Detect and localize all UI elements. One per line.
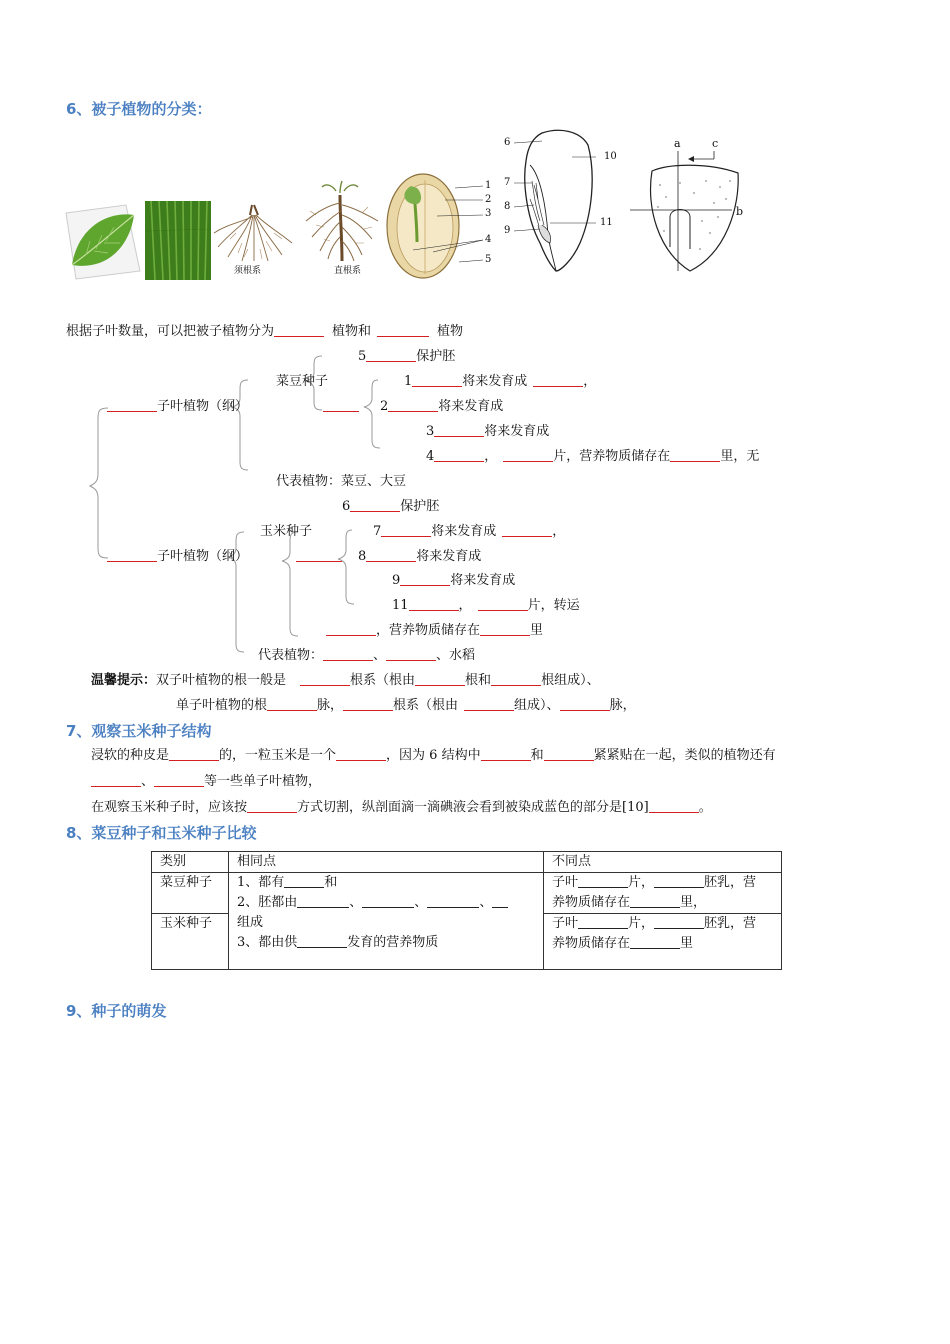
text: 根系（根由: [350, 673, 416, 688]
blank[interactable]: [409, 597, 459, 611]
blank[interactable]: [323, 398, 359, 412]
num: 5: [358, 349, 367, 364]
blank[interactable]: [323, 647, 373, 661]
blank[interactable]: [247, 799, 297, 813]
text: 的，一粒玉米是一个: [219, 748, 337, 763]
same-1: [237, 873, 535, 893]
text: 将来发育成: [450, 573, 516, 588]
blank[interactable]: [544, 747, 594, 761]
blank[interactable]: [267, 697, 317, 711]
corn-cut-label-c: c: [712, 137, 719, 150]
fibrous-root-label: 须根系: [234, 266, 262, 276]
dicot-line-1: [404, 373, 596, 391]
text: ，因为 6 结构中: [386, 748, 481, 763]
corn-embryo-blank: [296, 548, 342, 566]
text: 、水稻: [436, 648, 476, 663]
text: 2、胚都由: [237, 895, 298, 910]
bean-seed-label: 菜豆种子: [276, 374, 329, 389]
dicot-line-5: [358, 348, 455, 366]
intro-text-2: 植物和: [332, 324, 372, 339]
blank[interactable]: [297, 894, 349, 908]
num: 1: [404, 374, 413, 389]
num: 2: [380, 399, 389, 414]
blank[interactable]: [464, 697, 514, 711]
s7-line-1: [91, 747, 776, 765]
blank[interactable]: [366, 348, 416, 362]
blank[interactable]: [578, 915, 628, 929]
blank[interactable]: [502, 523, 552, 537]
tip-label: 温馨提示：: [91, 673, 157, 688]
blank[interactable]: [107, 548, 157, 562]
blank[interactable]: [388, 398, 438, 412]
blank[interactable]: [649, 799, 699, 813]
intro-text-3: 植物: [437, 324, 464, 339]
blank[interactable]: [630, 894, 680, 908]
text: 将来发育成: [438, 399, 504, 414]
bean-label-5: 5: [485, 254, 492, 265]
blank[interactable]: [670, 448, 720, 462]
monocot-representative: [258, 647, 475, 665]
dicot-line-4: [426, 448, 759, 466]
monocot-class: [107, 548, 248, 566]
row-corn: 玉米种子: [152, 914, 229, 970]
section-7-heading: 7、观察玉米种子结构: [66, 722, 212, 740]
text: 、: [141, 774, 155, 789]
text: ，: [484, 449, 498, 464]
blank[interactable]: [107, 398, 157, 412]
tip-line-2: [176, 697, 636, 715]
row-bean: 菜豆种子: [152, 873, 229, 914]
diff-corn: [544, 914, 782, 970]
header-diff: 不同点: [544, 852, 782, 873]
text: 里，: [680, 895, 707, 910]
bean-label-2: 2: [485, 194, 492, 205]
num: 11: [392, 598, 409, 613]
bean-embryo-blank: [323, 398, 359, 416]
text: 子叶: [552, 875, 579, 890]
corn-label-11: 11: [600, 217, 613, 228]
monocot-endosperm: [326, 622, 543, 640]
blank[interactable]: [343, 697, 393, 711]
num: 9: [392, 573, 401, 588]
text: 、: [479, 895, 493, 910]
corn-label-8: 8: [504, 201, 511, 212]
text: 将来发育成: [462, 374, 528, 389]
text: ，: [552, 524, 566, 539]
blank[interactable]: [296, 548, 342, 562]
text: 养物质储存在: [552, 936, 631, 951]
blank[interactable]: [654, 874, 704, 888]
blank[interactable]: [326, 622, 376, 636]
blank[interactable]: [480, 622, 530, 636]
corn-label-10: 10: [604, 151, 617, 162]
text: 片，转运: [527, 598, 580, 613]
dicot-class: [107, 398, 248, 416]
blank[interactable]: [491, 672, 541, 686]
same-points: [229, 873, 544, 970]
monocot-class-label: 子叶植物（纲）: [157, 549, 249, 564]
text: 和: [324, 875, 338, 890]
text: 、: [414, 895, 428, 910]
same-2-end: 组成: [237, 915, 264, 930]
blank[interactable]: [654, 915, 704, 929]
text: 子叶: [552, 916, 579, 931]
text: 。: [698, 800, 712, 815]
text: 片，: [628, 875, 655, 890]
text: 发育的营养物质: [347, 935, 439, 950]
same-2: [237, 893, 535, 913]
corn-label-6: 6: [504, 137, 511, 148]
blank[interactable]: [434, 448, 484, 462]
dicot-line-2: [380, 398, 503, 416]
text: 紧紧贴在一起，类似的植物还有: [593, 748, 776, 763]
text: 在观察玉米种子时，应该按: [91, 800, 248, 815]
text: 3、都由供: [237, 935, 298, 950]
corn-cut-label-a: a: [674, 137, 681, 150]
monocot-line-9: [392, 572, 515, 590]
text: 代表植物：: [258, 648, 324, 663]
blank[interactable]: [336, 747, 386, 761]
blank[interactable]: [434, 423, 484, 437]
text: 和: [530, 748, 544, 763]
s7-line-3: [91, 799, 712, 817]
dicot-representative: 代表植物：菜豆、大豆: [276, 474, 407, 489]
monocot-line-11: [392, 597, 580, 615]
text: 脉，: [609, 698, 636, 713]
text: 、: [373, 648, 387, 663]
bean-label-1: 1: [485, 180, 492, 191]
text: 片，营养物质储存在: [553, 449, 671, 464]
blank[interactable]: [415, 672, 465, 686]
same-3: [237, 933, 535, 953]
text: 脉，: [317, 698, 344, 713]
num: 7: [373, 524, 382, 539]
text: 保护胚: [400, 499, 440, 514]
tap-root-label: 直根系: [334, 266, 362, 276]
blank[interactable]: [492, 894, 508, 908]
monocot-line-8: [358, 548, 481, 566]
corn-label-7: 7: [504, 177, 511, 188]
corn-label-9: 9: [504, 225, 511, 236]
blank[interactable]: [284, 874, 324, 888]
bean-label-4: 4: [485, 234, 492, 245]
text: 浸软的种皮是: [91, 748, 170, 763]
text: ，: [583, 374, 597, 389]
text: ，: [458, 598, 472, 613]
tip-line-1: [91, 672, 600, 690]
text: 胚乳，营: [704, 875, 757, 890]
blank[interactable]: [533, 373, 583, 387]
blank[interactable]: [300, 672, 350, 686]
text: 方式切割，纵剖面滴一滴碘液会看到被染成蓝色的部分是[10]: [297, 800, 649, 815]
dicot-class-label: 子叶植物（纲）: [157, 399, 249, 414]
blank[interactable]: [350, 498, 400, 512]
monocot-line-6: [342, 498, 439, 516]
section-9-heading: 9、种子的萌发: [66, 1002, 167, 1020]
text: 里，无: [720, 449, 760, 464]
blank[interactable]: [503, 448, 553, 462]
text: 双子叶植物的根一般是: [156, 673, 287, 688]
s7-line-2: [91, 773, 321, 791]
num: 6: [342, 499, 351, 514]
blank[interactable]: [412, 373, 462, 387]
blank[interactable]: [481, 747, 531, 761]
blank[interactable]: [427, 894, 479, 908]
text: 保护胚: [416, 349, 456, 364]
header-same: 相同点: [229, 852, 544, 873]
bean-label-3: 3: [485, 208, 492, 219]
text: 根和: [465, 673, 492, 688]
blank[interactable]: [400, 572, 450, 586]
blank[interactable]: [560, 697, 610, 711]
text: 、: [349, 895, 363, 910]
num: 4: [426, 449, 435, 464]
text: 养物质储存在: [552, 895, 631, 910]
intro-text-1: 根据子叶数量，可以把被子植物分为: [66, 324, 275, 339]
blank[interactable]: [169, 747, 219, 761]
text: 将来发育成: [484, 424, 550, 439]
blank[interactable]: [630, 935, 680, 949]
blank[interactable]: [154, 773, 204, 787]
text: 里: [530, 623, 544, 638]
section-8-heading: 8、菜豆种子和玉米种子比较: [66, 824, 257, 842]
text: 1、都有: [237, 875, 285, 890]
blank[interactable]: [578, 874, 628, 888]
monocot-line-7: [373, 523, 565, 541]
blank[interactable]: [297, 934, 347, 948]
text: 将来发育成: [431, 524, 497, 539]
blank[interactable]: [386, 647, 436, 661]
corn-cut-label-b: b: [736, 205, 744, 218]
section-6-heading: 6、被子植物的分类：: [66, 100, 212, 118]
text: 将来发育成: [416, 549, 482, 564]
text: 组成）、: [514, 698, 560, 713]
text: 根组成）、: [541, 673, 600, 688]
text: 等一些单子叶植物，: [204, 774, 322, 789]
diff-bean: [544, 873, 782, 914]
header-category: 类别: [152, 852, 229, 873]
text: 里: [680, 936, 694, 951]
text: 片，: [628, 916, 655, 931]
blank[interactable]: [362, 894, 414, 908]
text: 胚乳，营: [704, 916, 757, 931]
text: ，营养物质储存在: [376, 623, 481, 638]
blank[interactable]: [478, 597, 528, 611]
blank[interactable]: [381, 523, 431, 537]
text: 单子叶植物的根: [176, 698, 268, 713]
num: 8: [358, 549, 367, 564]
num: 3: [426, 424, 435, 439]
blank[interactable]: [366, 548, 416, 562]
comparison-table: [151, 851, 782, 970]
blank[interactable]: [91, 773, 141, 787]
text: 根系（根由: [393, 698, 459, 713]
dicot-line-3: [426, 423, 549, 441]
corn-seed-label: 玉米种子: [260, 524, 313, 539]
